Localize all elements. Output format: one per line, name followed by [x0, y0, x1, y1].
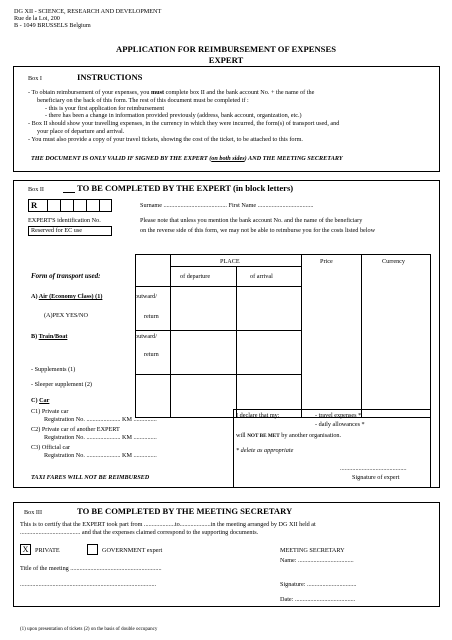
meeting-secretary-label: MEETING SECRETARY — [280, 547, 345, 554]
meeting-title-cont[interactable]: ........................................................................................ — [20, 581, 157, 588]
box2-label: Box II — [28, 186, 44, 193]
box2-label-rule — [63, 192, 75, 193]
org-line-2: Rue de la Loi, 200 — [14, 15, 60, 22]
secretary-date-field[interactable]: Date: ....................................... — [280, 596, 356, 603]
bank-note-2: on the reverse side of this form, we may not be able to reimburse you for the costs listed below — [140, 227, 376, 234]
taxi-note: TAXI FARES WILL NOT BE REIMBURSED — [31, 474, 150, 481]
train-row-label: B) Train/Boat — [31, 333, 68, 340]
private-checkbox[interactable]: X — [20, 544, 31, 555]
form-subtitle: EXPERT — [208, 55, 244, 65]
instruction-1-sub1: - this is your first application for reimbursement — [45, 105, 165, 112]
surname-field[interactable]: Surname ......................................... First Name .................................... — [140, 202, 314, 209]
instruction-1-sub2: - there has been a change in information provided previously (address, bank account, organization, etc.) — [45, 112, 302, 119]
transport-heading: Form of transport used: — [31, 272, 101, 280]
supplements-label: - Supplements (1) — [31, 366, 76, 373]
car-c2: C2) Private car of another EXPERT — [31, 426, 120, 433]
expert-id-label: EXPERT'S identification No. — [28, 217, 101, 224]
r-code: R — [31, 200, 38, 210]
air-return: return — [144, 313, 159, 320]
apex-option[interactable]: (A)PEX YES/NO — [44, 312, 88, 319]
org-line-1: DG XII - SCIENCE, RESEARCH AND DEVELOPMENT — [14, 8, 162, 15]
footnote: (1) upon presentation of tickets (2) on the basis of double occupancy — [20, 627, 158, 632]
train-return: return — [144, 351, 159, 358]
private-label: PRIVATE — [35, 547, 60, 554]
sleeper-label: - Sleeper supplement (2) — [31, 381, 92, 388]
box3-label: Box III — [24, 509, 43, 516]
box1-label: Box I — [28, 75, 42, 82]
box-meeting-secretary — [13, 502, 440, 607]
train-outward: outward/ — [135, 333, 157, 340]
air-row-label: A) Air (Economy Class) (1) — [31, 293, 103, 300]
validity-note: THE DOCUMENT IS ONLY VALID IF SIGNED BY THE EXPERT (on both sides) AND THE MEETING SECRETARY — [31, 155, 343, 162]
delete-note: * delete as appropriate — [236, 447, 294, 454]
form-title: APPLICATION FOR REIMBURSEMENT OF EXPENSES — [116, 44, 336, 54]
instruction-1: - To obtain reimbursement of your expenses, you must complete box II and the bank account No. + the name of the — [28, 89, 315, 96]
secretary-name-field[interactable]: Name: .................................... — [280, 557, 354, 564]
col-place: PLACE — [220, 258, 240, 265]
box1-heading: INSTRUCTIONS — [77, 72, 143, 82]
will-not-be-met: will NOT BE MET by another organisation. — [236, 432, 342, 439]
car-c3-registration[interactable]: Registration No. ...................... KM ............... — [44, 452, 157, 459]
car-c1: C1) Private car — [31, 408, 69, 415]
bank-note-1: Please note that unless you mention the bank account No. and the name of the beneficiary — [140, 217, 363, 224]
col-departure: of departure — [180, 273, 211, 280]
government-checkbox[interactable] — [87, 544, 98, 555]
government-label: GOVERNMENT expert — [102, 547, 163, 554]
org-line-3: B - 1049 BRUSSELS Belgium — [14, 22, 91, 29]
declare-label: I declare that my: — [236, 412, 280, 419]
reserved-label: Reserved for EC use — [31, 227, 83, 234]
expert-signature-label: Signature of expert — [352, 474, 400, 481]
instruction-3: - You must also provide a copy of your travel tickets, showing the cost of the ticket, to be attached to this form. — [28, 136, 303, 143]
meeting-title-field[interactable]: Title of the meeting ........................................................... — [20, 565, 162, 572]
car-row-label: C) Car — [31, 397, 50, 404]
instruction-1-cont: beneficiary on the back of this form. The rest of this document must be completed if : — [37, 97, 249, 104]
instruction-2: - Box II should show your travelling expenses, in the currency in which they were incurred, the form(s) of transport used, and — [28, 120, 340, 127]
car-c1-registration[interactable]: Registration No. ...................... KM ............... — [44, 416, 157, 423]
certify-line-2: ....................................... and that the expenses claimed correspond to the supporting documents. — [20, 529, 259, 536]
instruction-2-cont: your place of departure and arrival. — [37, 128, 125, 135]
col-currency: Currency — [382, 258, 406, 265]
box3-heading: TO BE COMPLETED BY THE MEETING SECRETARY — [77, 506, 293, 516]
col-price: Price — [320, 258, 333, 265]
air-outward: outward/ — [135, 293, 157, 300]
expert-signature-line[interactable]: ........................................... — [340, 465, 407, 472]
certify-line-1: This is to certify that the EXPERT took part from ....................to....................in the meeting arranged by DG XII held at — [20, 521, 316, 528]
travel-expenses-option[interactable]: - travel expenses * — [315, 412, 362, 419]
car-c2-registration[interactable]: Registration No. ...................... KM ............... — [44, 434, 157, 441]
secretary-signature-field[interactable]: Signature: ................................ — [280, 581, 357, 588]
col-arrival: of arrival — [250, 273, 273, 280]
car-c3: C3) Official car — [31, 444, 71, 451]
box2-heading: TO BE COMPLETED BY THE EXPERT (in block letters) — [77, 183, 294, 193]
daily-allowances-option[interactable]: - daily allowances * — [315, 421, 365, 428]
